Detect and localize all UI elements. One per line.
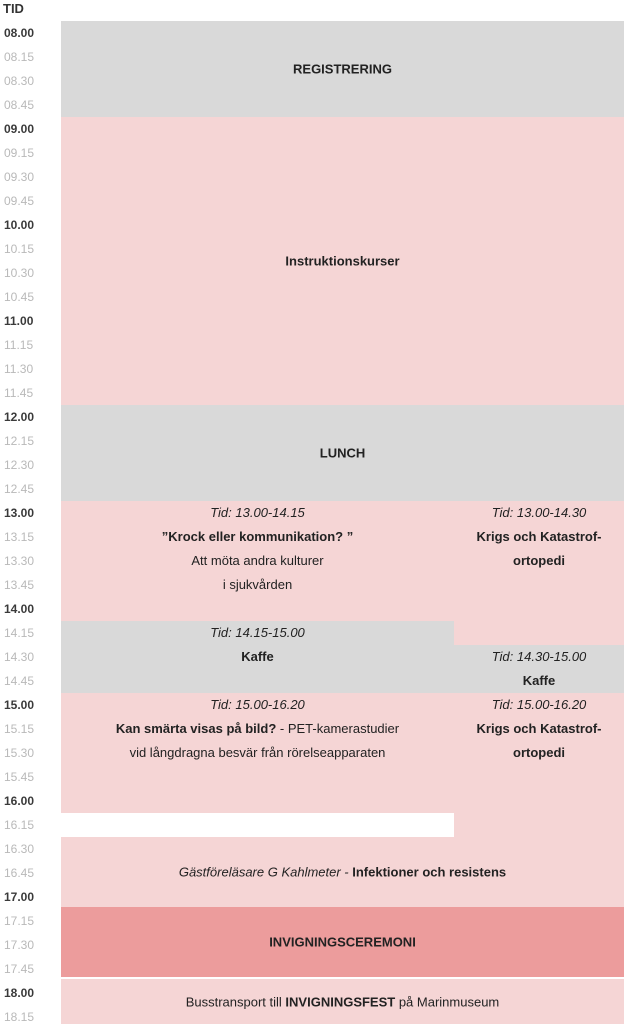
time-label: 10.00	[4, 218, 35, 232]
time-label: 10.45	[4, 290, 35, 304]
gastforelasare-speaker: Gästföreläsare G Kahlmeter -	[178, 864, 353, 880]
gastforelasare-line	[61, 865, 624, 880]
krock-session-block	[61, 501, 454, 621]
time-label: 11.45	[4, 386, 34, 400]
krigs-1-time: Tid: 13.00-14.30	[491, 505, 587, 520]
smarta-title-line	[61, 717, 454, 741]
kaffe-2-title: Kaffe	[522, 673, 556, 688]
krigs-2-time: Tid: 15.00-16.20	[491, 697, 587, 712]
kaffe-block-2	[454, 645, 624, 693]
time-label: 08.00	[4, 26, 35, 40]
empty-slot	[61, 813, 454, 837]
smarta-session-block	[61, 693, 454, 813]
time-label: 10.15	[4, 242, 35, 256]
time-label: 08.15	[4, 50, 35, 64]
time-label: 12.45	[4, 482, 35, 496]
lunch-label: LUNCH	[319, 445, 366, 461]
time-label: 16.45	[4, 866, 35, 880]
instruktionskurser-block	[61, 117, 624, 405]
krigs-1-title-2: ortopedi	[513, 553, 565, 568]
busstransport-line	[61, 994, 624, 1009]
time-label: 15.45	[4, 770, 35, 784]
smarta-subtitle: vid långdragna besvär från rörelseapparaten	[129, 745, 386, 760]
registrering-block	[61, 21, 624, 117]
krock-subtitle-1: Att möta andra kulturer	[191, 553, 324, 568]
time-label: 14.00	[4, 602, 35, 616]
time-label: 18.15	[4, 1010, 35, 1024]
krock-subtitle-2: i sjukvården	[222, 577, 293, 592]
krigs-session-block-1	[454, 501, 624, 645]
kaffe-block-1	[61, 621, 454, 693]
time-label: 09.45	[4, 194, 35, 208]
time-label: 16.30	[4, 842, 35, 856]
time-label: 11.15	[4, 338, 34, 352]
smarta-title: Kan smärta visas på bild?	[115, 721, 277, 736]
krock-time: Tid: 13.00-14.15	[210, 505, 305, 520]
lunch-block	[61, 405, 624, 501]
time-label: 18.00	[4, 986, 35, 1000]
time-label: 11.30	[4, 362, 34, 376]
time-label: 13.30	[4, 554, 35, 568]
time-label: 17.30	[4, 938, 35, 952]
time-label: 17.00	[4, 890, 35, 904]
time-label: 15.30	[4, 746, 35, 760]
time-label: 16.15	[4, 818, 35, 832]
time-label: 09.30	[4, 170, 35, 184]
time-label: 17.45	[4, 962, 35, 976]
kaffe-1-title: Kaffe	[241, 649, 274, 664]
busstransport-prefix: Busstransport till	[185, 994, 286, 1009]
time-label: 08.45	[4, 98, 35, 112]
time-label: 13.00	[4, 506, 35, 520]
busstransport-block	[61, 979, 624, 1024]
invigningsceremoni-label: INVIGNINGSCEREMONI	[269, 934, 416, 950]
busstransport-event: INVIGNINGSFEST	[285, 994, 396, 1009]
time-label: 14.45	[4, 674, 35, 688]
time-label: 13.45	[4, 578, 35, 592]
kaffe-2-time: Tid: 14.30-15.00	[491, 649, 587, 664]
time-label: 15.00	[4, 698, 35, 712]
registrering-label: REGISTRERING	[293, 61, 392, 77]
busstransport-suffix: på Marinmuseum	[395, 994, 500, 1009]
time-column-header: TID	[3, 1, 24, 16]
time-label: 15.15	[4, 722, 35, 736]
time-label: 11.00	[4, 314, 34, 328]
time-label: 09.00	[4, 122, 35, 136]
invigningsceremoni-block	[61, 907, 624, 977]
time-label: 10.30	[4, 266, 35, 280]
time-label: 08.30	[4, 74, 35, 88]
time-label: 12.00	[4, 410, 35, 424]
time-label: 16.00	[4, 794, 35, 808]
time-label: 17.15	[4, 914, 35, 928]
krock-title: ”Krock eller kommunikation? ”	[161, 529, 354, 544]
krigs-2-title-1: Krigs och Katastrof-	[476, 721, 602, 736]
time-label: 12.15	[4, 434, 35, 448]
instruktionskurser-label: Instruktionskurser	[285, 253, 400, 269]
time-label: 14.30	[4, 650, 35, 664]
time-label: 13.15	[4, 530, 35, 544]
gastforelasare-title: Infektioner och resistens	[352, 864, 507, 880]
gastforelasare-block	[61, 837, 624, 907]
krigs-session-block-2	[454, 693, 624, 837]
krigs-2-title-2: ortopedi	[513, 745, 565, 760]
kaffe-1-time: Tid: 14.15-15.00	[210, 625, 305, 640]
time-label: 14.15	[4, 626, 35, 640]
smarta-title-rest: - PET-kamerastudier	[276, 721, 400, 736]
krigs-1-title-1: Krigs och Katastrof-	[476, 529, 602, 544]
smarta-time: Tid: 15.00-16.20	[210, 697, 305, 712]
time-label: 12.30	[4, 458, 35, 472]
time-label: 09.15	[4, 146, 35, 160]
